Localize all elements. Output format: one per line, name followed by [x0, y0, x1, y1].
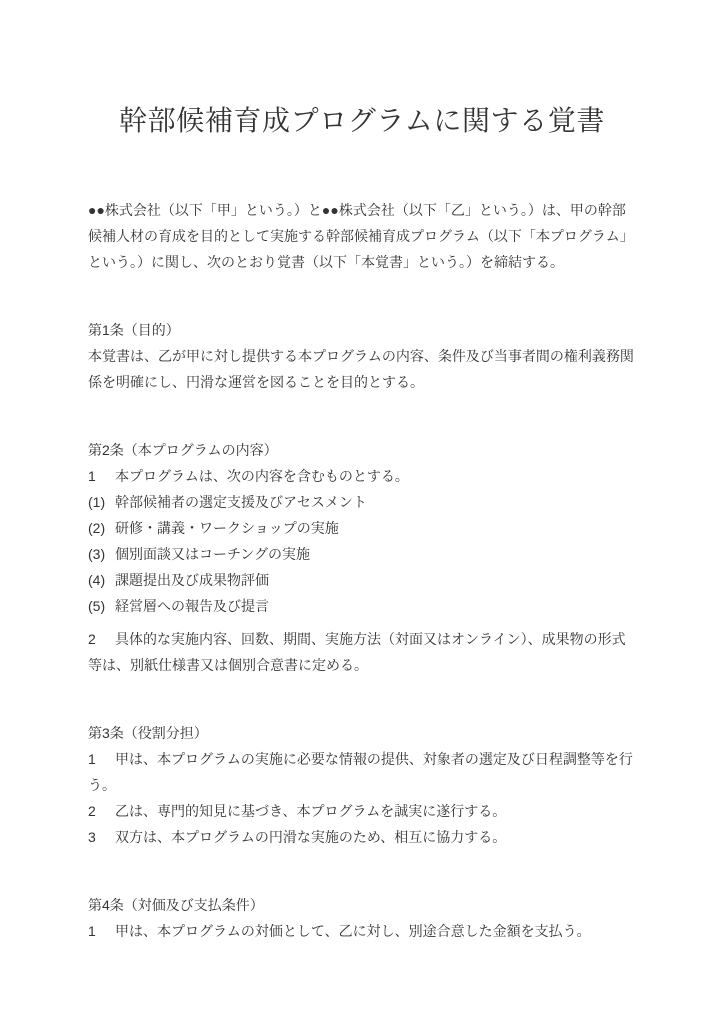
article-2-clause-2 — [88, 626, 636, 678]
clause-number: 1 — [88, 751, 96, 767]
clause-number: (5) — [88, 598, 106, 614]
article-2-heading: 第2条（本プログラムの内容） — [88, 442, 278, 458]
clause-number: 2 — [88, 631, 96, 647]
clause-number: (3) — [88, 546, 106, 562]
article-4-heading: 第4条（対価及び支払条件） — [88, 897, 264, 913]
clause-number: 2 — [88, 803, 96, 819]
article-3 — [88, 720, 636, 850]
article-3-clause-2 — [88, 798, 636, 824]
article-3-heading: 第3条（役割分担） — [88, 725, 208, 741]
clause-text: 具体的な実施内容、回数、期間、実施方法（対面又はオンライン）、成果物の形式等は、別紙仕様書又は個別合意書に定める。 — [88, 631, 626, 673]
article-3-clause-3 — [88, 824, 636, 850]
article-1 — [88, 317, 636, 395]
clause-number: 1 — [88, 923, 96, 939]
clause-number: (2) — [88, 520, 106, 536]
article-2 — [88, 437, 636, 678]
article-1-heading: 第1条（目的） — [88, 322, 180, 338]
article-1-clause-1: 本覚書は、乙が甲に対し提供する本プログラムの内容、条件及び当事者間の権利義務関係を明確にし、円滑な運営を図ることを目的とする。 — [88, 348, 634, 390]
clause-number: (4) — [88, 572, 106, 588]
clause-number: 3 — [88, 829, 96, 845]
clause-number: (1) — [88, 494, 106, 510]
clause-number: 1 — [88, 468, 96, 484]
clause-text: 経営層への報告及び提言 — [115, 598, 269, 614]
document-content — [88, 0, 636, 944]
clause-text: 幹部候補者の選定支援及びアセスメント — [115, 494, 367, 510]
article-4 — [88, 892, 636, 944]
article-2-list-item-3 — [88, 541, 636, 567]
article-2-list-item-5 — [88, 593, 636, 619]
clause-text: 個別面談又はコーチングの実施 — [115, 546, 311, 562]
document-title: 幹部候補育成プログラムに関する覚書 — [119, 105, 605, 136]
clause-text: 甲は、本プログラムの対価として、乙に対し、別途合意した金額を支払う。 — [115, 923, 591, 939]
article-2-list-item-4 — [88, 567, 636, 593]
clause-text: 本プログラムは、次の内容を含むものとする。 — [115, 468, 409, 484]
article-4-clause-1 — [88, 918, 636, 944]
article-3-clause-1 — [88, 746, 636, 798]
article-2-clause-1 — [88, 463, 636, 489]
clause-text: 双方は、本プログラムの円滑な実施のため、相互に協力する。 — [115, 829, 507, 845]
article-2-list-item-1 — [88, 489, 636, 515]
clause-text: 課題提出及び成果物評価 — [115, 572, 269, 588]
clause-text: 乙は、専門的知見に基づき、本プログラムを誠実に遂行する。 — [115, 803, 507, 819]
clause-text: 研修・講義・ワークショップの実施 — [115, 520, 339, 536]
preamble-paragraph: ●●株式会社（以下「甲」という。）と●●株式会社（以下「乙」という。）は、甲の幹部候補人材の育成を目的として実施する幹部候補育成プログラム（以下「本プログラム」という。）に関し、次のとおり覚書（以下「本覚書」という。）を締結する。 — [88, 202, 634, 270]
clause-text: 甲は、本プログラムの実施に必要な情報の提供、対象者の選定及び日程調整等を行う。 — [88, 751, 633, 793]
article-2-list-item-2 — [88, 515, 636, 541]
